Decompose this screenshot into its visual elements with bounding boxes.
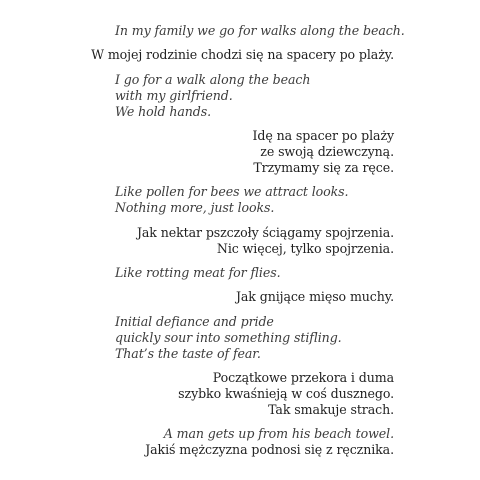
- polish-line: Początkowe przekora i duma: [212, 370, 394, 385]
- polish-line: W mojej rodzinie chodzi się na spacery po plaży.: [91, 47, 394, 62]
- polish-line: ze swoją dziewczyną.: [260, 144, 394, 159]
- english-line: That’s the taste of fear.: [115, 346, 261, 361]
- polish-line: Tak smakuje strach.: [268, 402, 394, 417]
- english-line: In my family we go for walks along the beach.: [115, 23, 405, 38]
- polish-line: szybko kwaśnieją w coś dusznego.: [178, 386, 394, 401]
- polish-line: Idę na spacer po plaży: [252, 128, 394, 143]
- english-line: We hold hands.: [115, 104, 212, 119]
- polish-line: Trzymamy się za ręce.: [253, 160, 394, 175]
- english-line: A man gets up from his beach towel.: [163, 426, 394, 441]
- polish-line: Nic więcej, tylko spojrzenia.: [216, 241, 394, 256]
- english-line: quickly sour into something stifling.: [115, 330, 342, 345]
- polish-line: Jak gnijące mięso muchy.: [235, 289, 394, 304]
- english-line: Like pollen for bees we attract looks.: [115, 184, 349, 199]
- english-line: with my girlfriend.: [115, 88, 233, 103]
- english-line: Like rotting meat for flies.: [115, 265, 281, 280]
- english-line: Nothing more, just looks.: [115, 200, 275, 215]
- english-line: Initial defiance and pride: [115, 314, 274, 329]
- english-line: I go for a walk along the beach: [115, 72, 311, 87]
- polish-line: Jakiś mężczyzna podnosi się z ręcznika.: [145, 442, 394, 457]
- polish-line: Jak nektar pszczoły ściągamy spojrzenia.: [136, 225, 394, 240]
